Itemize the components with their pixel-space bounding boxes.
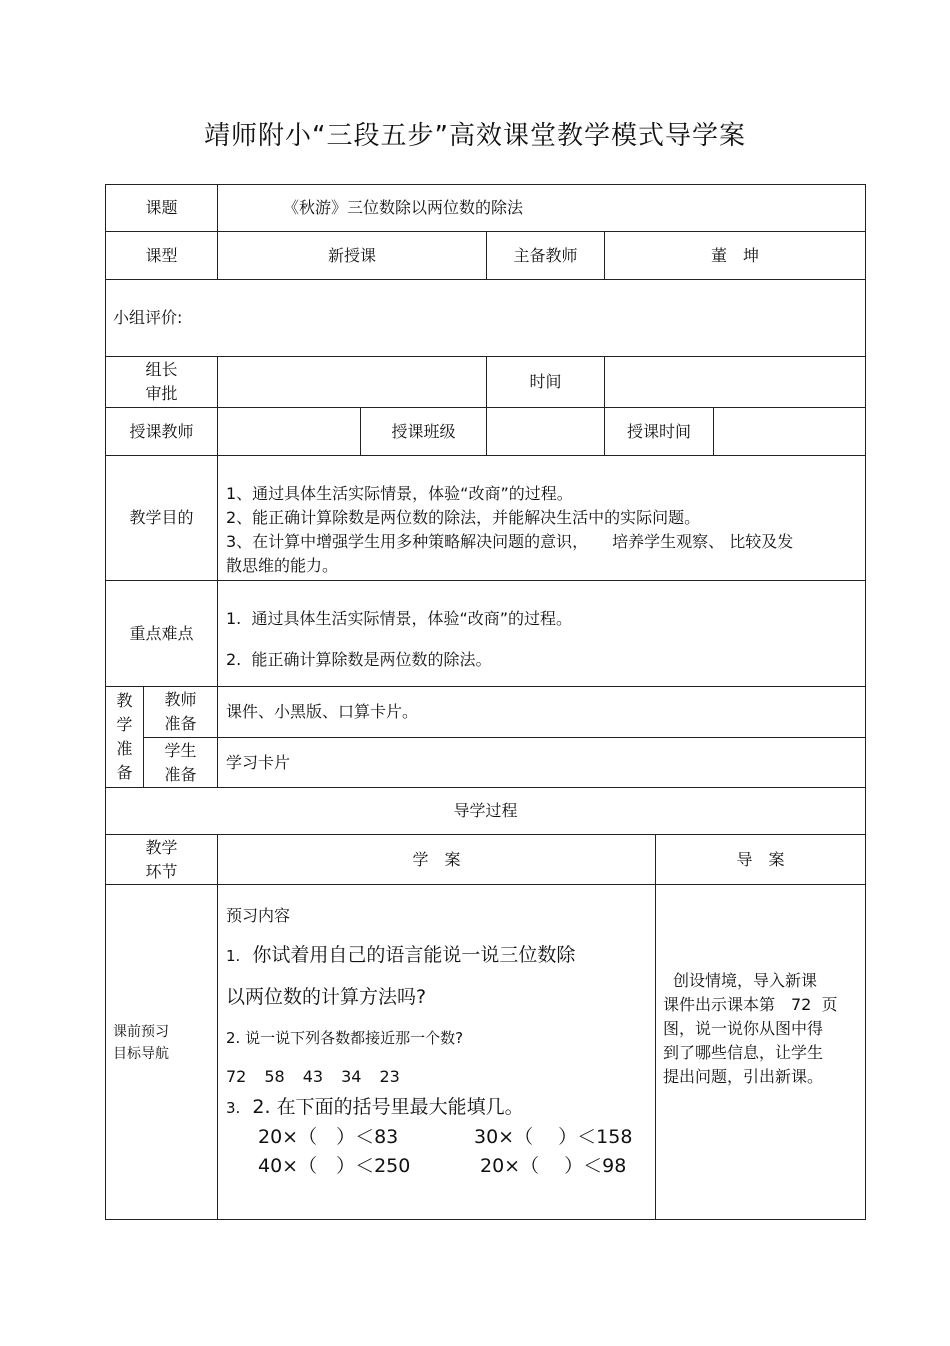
lead-teacher-label: 主备教师: [513, 245, 578, 265]
number-item: 72: [226, 1067, 247, 1086]
col-stage-line1: 教学: [145, 837, 178, 857]
guide-line: 创设情境，导入新课: [673, 971, 818, 990]
col-divider: [655, 834, 656, 1220]
student-prep-label: [144, 738, 217, 787]
question-3: [226, 1093, 651, 1121]
teacher-prep-label: [144, 687, 217, 737]
preparation-label: [106, 687, 143, 787]
row-divider: [105, 884, 866, 885]
col-divider: [217, 834, 218, 1220]
col-stage-line2: 环节: [145, 861, 178, 881]
key-point-item: 1. 通过具体生活实际情景，体验“改商”的过程。: [226, 609, 573, 628]
lead-teacher-value: 董 坤: [710, 245, 759, 265]
objective-item: 3、在计算中增强学生用多种策略解决问题的意识， 培养学生观察、 比较及发: [226, 532, 794, 551]
key-points-label: 重点难点: [129, 623, 194, 643]
preparation-label-char: 准: [116, 739, 133, 758]
number-item: 58: [264, 1067, 285, 1086]
preview-stage-line2: 目标导航: [113, 1046, 169, 1062]
preparation-label-char: 教: [116, 691, 133, 710]
question-3-number: 3.: [226, 1099, 241, 1117]
preparation-label-char: 备: [116, 763, 133, 782]
guide-line: 提出问题，引出新课。: [663, 1067, 824, 1086]
inequality: 30×（ ）＜158: [474, 1126, 633, 1148]
question-1: [226, 941, 651, 1017]
col-divider: [713, 407, 714, 455]
type-value: 新授课: [327, 245, 376, 265]
objectives-label: 教学目的: [129, 508, 194, 527]
question-1-number: 1.: [226, 947, 241, 965]
question-1-line2: 以两位数的计算方法吗?: [226, 986, 427, 1008]
row-divider: [105, 580, 866, 581]
key-point-item: 2. 能正确计算除数是两位数的除法。: [226, 650, 492, 669]
lesson-class-label: 授课班级: [391, 421, 456, 441]
topic-label: 课题: [145, 198, 178, 217]
objective-item: 2、能正确计算除数是两位数的除法，并能解决生活中的实际问题。: [226, 508, 701, 527]
teacher-prep-line2: 准备: [164, 714, 197, 733]
guide-text: [663, 969, 861, 1093]
type-label: 课型: [145, 245, 178, 265]
approval-label-line2: 审批: [145, 384, 178, 403]
number-item: 34: [341, 1067, 362, 1086]
objectives-list: [226, 482, 862, 578]
teacher-prep-line1: 教师: [164, 690, 197, 709]
objective-item: 1、通过具体生活实际情景，体验“改商”的过程。: [226, 484, 573, 503]
table-border-right: [865, 184, 866, 1220]
preview-heading: 预习内容: [226, 906, 291, 925]
preparation-label-char: 学: [116, 715, 133, 734]
student-prep-line1: 学生: [164, 740, 197, 760]
inequality: 20×（ ）＜98: [480, 1155, 627, 1177]
objective-item: 散思维的能力。: [226, 556, 339, 575]
table-border-bottom: [105, 1219, 866, 1220]
col-stage-header: [106, 835, 217, 884]
row-divider: [105, 455, 866, 456]
guide-line: 到了哪些信息，让学生: [663, 1043, 824, 1062]
inequality: 20×（ ）＜83: [258, 1126, 399, 1148]
student-prep-line2: 准备: [164, 764, 197, 784]
guide-line: 图，说一说你从图中得: [663, 1019, 824, 1038]
number-item: 43: [302, 1067, 324, 1086]
inequality: 40×（ ）＜250: [258, 1155, 411, 1177]
guide-line: 课件出示课本第 72 页: [663, 995, 838, 1014]
teacher-prep-value: 课件、小黑版、口算卡片。: [226, 702, 419, 721]
number-list: [226, 1065, 526, 1089]
topic-value: 《秋游》三位数除以两位数的除法: [283, 198, 524, 217]
col-study-header: 学 案: [412, 849, 461, 869]
col-guide-header: 导 案: [736, 849, 785, 869]
page-title: 靖师附小“三段五步”高效课堂教学模式导学案: [204, 121, 746, 151]
number-item: 23: [379, 1067, 400, 1086]
approval-time-label: 时间: [529, 372, 562, 391]
question-1-line1: 你试着用自己的语言能说一说三位数除: [252, 944, 576, 966]
approval-label: [106, 357, 217, 407]
approval-label-line1: 组长: [145, 360, 178, 379]
lesson-time-label: 授课时间: [626, 421, 691, 441]
col-divider: [217, 356, 218, 787]
preview-stage-line1: 课前预习: [113, 1024, 169, 1040]
question-3-text: 2. 在下面的括号里最大能填几。: [252, 1096, 524, 1118]
question-2: 2. 说一说下列各数都接近那一个数?: [226, 1029, 464, 1047]
student-prep-value: 学习卡片: [226, 752, 291, 772]
lesson-teacher-label: 授课教师: [129, 421, 194, 441]
process-title: 导学过程: [453, 801, 518, 820]
preview-stage: [113, 1021, 213, 1069]
group-eval-label: 小组评价:: [113, 308, 183, 327]
